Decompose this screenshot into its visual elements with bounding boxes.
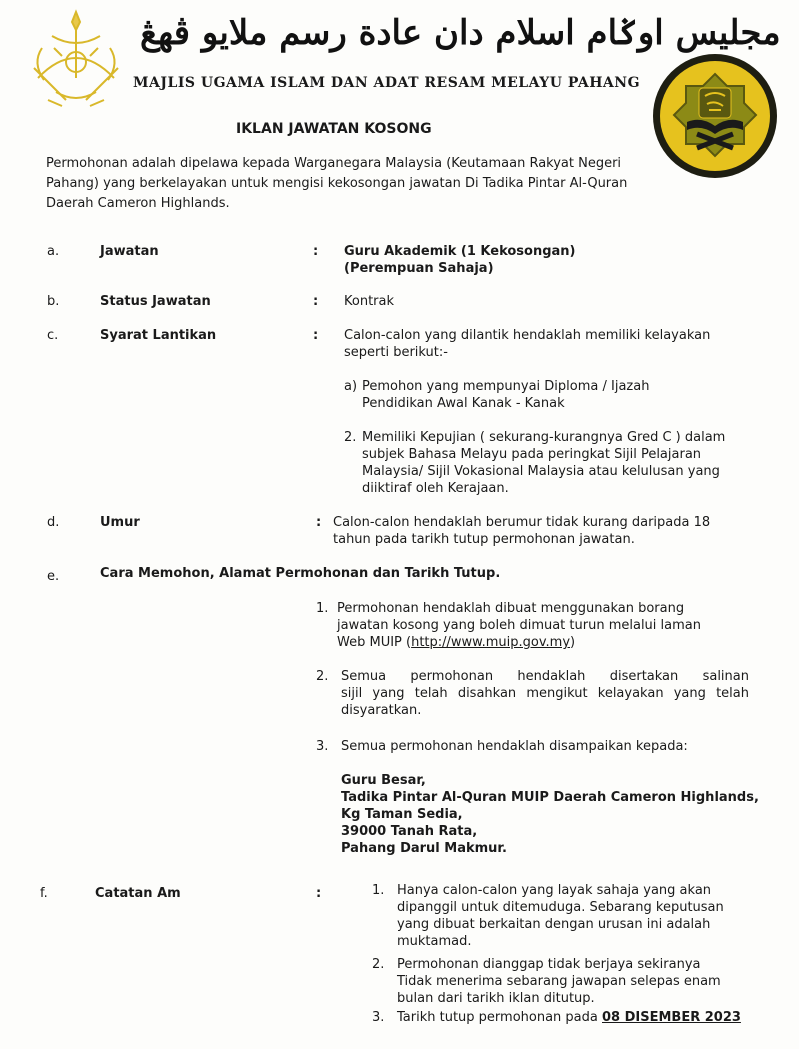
label-status-jawatan: Status Jawatan	[100, 294, 211, 309]
section-letter-b: b.	[47, 294, 60, 309]
colon: :	[313, 294, 319, 309]
colon: :	[313, 328, 319, 343]
closing-date: 08 DISEMBER 2023	[602, 1010, 741, 1025]
colon: :	[316, 886, 322, 901]
list-item-line: disyaratkan.	[341, 703, 422, 718]
colon: :	[313, 244, 319, 259]
muip-website-link[interactable]: http://www.muip.gov.my	[411, 635, 571, 650]
list-item: Semua permohonan hendaklah disampaikan kepada:	[341, 739, 688, 754]
list-item	[362, 378, 649, 412]
intro-paragraph	[46, 154, 646, 214]
list-marker: 2.	[372, 957, 385, 972]
list-item-line: Memiliki Kepujian ( sekurang-kurangnya Gred C ) dalam	[362, 430, 726, 445]
list-marker: 1.	[316, 601, 329, 616]
jawi-title: مجليس اوݢام اسلام دان عادة رسم ملايو ڤهڠ	[140, 13, 781, 53]
label-catatan-am: Catatan Am	[95, 886, 181, 901]
address-line: Kg Taman Sedia,	[341, 807, 463, 822]
list-item-line: Semua permohonan hendaklah disertakan salinan	[341, 669, 749, 684]
list-item-line: sijil yang telah disahkan mengikut kelayakan yang telah	[341, 686, 749, 701]
list-marker: 2.	[316, 669, 329, 684]
list-item	[397, 1009, 741, 1026]
organization-name: MAJLIS UGAMA ISLAM DAN ADAT RESAM MELAYU PAHANG	[133, 75, 641, 91]
closing-date-label: Tarikh tutup permohonan pada	[397, 1010, 602, 1025]
value-status-jawatan: Kontrak	[344, 294, 395, 309]
list-item	[362, 429, 725, 497]
page-title: IKLAN JAWATAN KOSONG	[236, 121, 432, 137]
list-item-line: muktamad.	[397, 934, 472, 949]
label-cara-memohon: Cara Memohon, Alamat Permohonan dan Tarikh Tutup.	[100, 566, 501, 581]
list-item-line: Tidak menerima sebarang jawapan selepas enam	[397, 974, 721, 989]
list-marker: 3.	[316, 739, 329, 754]
link-prefix: Web MUIP (	[337, 635, 412, 650]
list-item-line: bulan dari tarikh iklan ditutup.	[397, 991, 595, 1006]
list-marker: 3.	[372, 1010, 385, 1025]
address-line: Tadika Pintar Al-Quran MUIP Daerah Cameron Highlands,	[341, 790, 759, 805]
value-umur: Calon-calon hendaklah berumur tidak kurang daripada 18	[333, 515, 711, 530]
section-letter-c: c.	[47, 328, 59, 343]
label-syarat-lantikan: Syarat Lantikan	[100, 328, 217, 343]
value-syarat-line: seperti berikut:-	[344, 345, 448, 360]
list-item-line: Permohonan hendaklah dibuat menggunakan borang	[337, 601, 685, 616]
section-letter-e: e.	[47, 569, 60, 584]
value-umur: tahun pada tarikh tutup permohonan jawatan.	[333, 532, 635, 547]
list-item-line: Permohonan dianggap tidak berjaya sekiranya	[397, 957, 701, 972]
intro-line: Permohonan adalah dipelawa kepada Warganegara Malaysia (Keutamaan Rakyat Negeri	[46, 156, 622, 171]
list-item	[341, 668, 749, 719]
list-item	[397, 956, 721, 1007]
intro-line: Daerah Cameron Highlands.	[46, 196, 230, 211]
list-marker: 2.	[344, 430, 357, 445]
list-item-line: yang dibuat berkaitan dengan urusan ini adalah	[397, 917, 711, 932]
list-item-line: Pendidikan Awal Kanak - Kanak	[362, 396, 565, 411]
colon: :	[316, 515, 322, 530]
list-marker: a)	[344, 379, 358, 394]
list-item-line: Malaysia/ Sijil Vokasional Malaysia atau kelulusan yang	[362, 464, 720, 479]
list-item-line: subjek Bahasa Melayu pada peringkat Sijil Pelajaran	[362, 447, 702, 462]
section-letter-a: a.	[47, 244, 60, 259]
address-line: Guru Besar,	[341, 773, 426, 788]
value-jawatan-note: (Perempuan Sahaja)	[344, 261, 494, 276]
address-line: 39000 Tanah Rata,	[341, 824, 478, 839]
list-item-line: Pemohon yang mempunyai Diploma / Ijazah	[362, 379, 650, 394]
list-item-line: Hanya calon-calon yang layak sahaja yang akan	[397, 883, 712, 898]
list-item	[337, 600, 701, 651]
list-item	[397, 882, 724, 950]
list-item-line: diiktiraf oleh Kerajaan.	[362, 481, 509, 496]
section-letter-d: d.	[47, 515, 60, 530]
list-item-line	[337, 634, 701, 651]
address-line: Pahang Darul Makmur.	[341, 841, 507, 856]
section-letter-f: f.	[40, 886, 48, 901]
link-suffix: )	[570, 635, 576, 650]
list-item-line: dipanggil untuk ditemuduga. Sebarang keputusan	[397, 900, 724, 915]
label-umur: Umur	[100, 515, 140, 530]
intro-line: Pahang) yang berkelayakan untuk mengisi kekosongan jawatan Di Tadika Pintar Al-Quran	[46, 176, 628, 191]
muip-quran-logo-icon	[651, 52, 779, 180]
list-marker: 1.	[372, 883, 385, 898]
pahang-state-crest-icon	[22, 8, 130, 110]
mailing-address	[341, 772, 759, 857]
value-syarat-line: Calon-calon yang dilantik hendaklah memiliki kelayakan	[344, 328, 711, 343]
label-jawatan: Jawatan	[100, 244, 159, 259]
list-item-line: jawatan kosong yang boleh dimuat turun melalui laman	[337, 618, 701, 633]
value-jawatan: Guru Akademik (1 Kekosongan)	[344, 244, 576, 259]
